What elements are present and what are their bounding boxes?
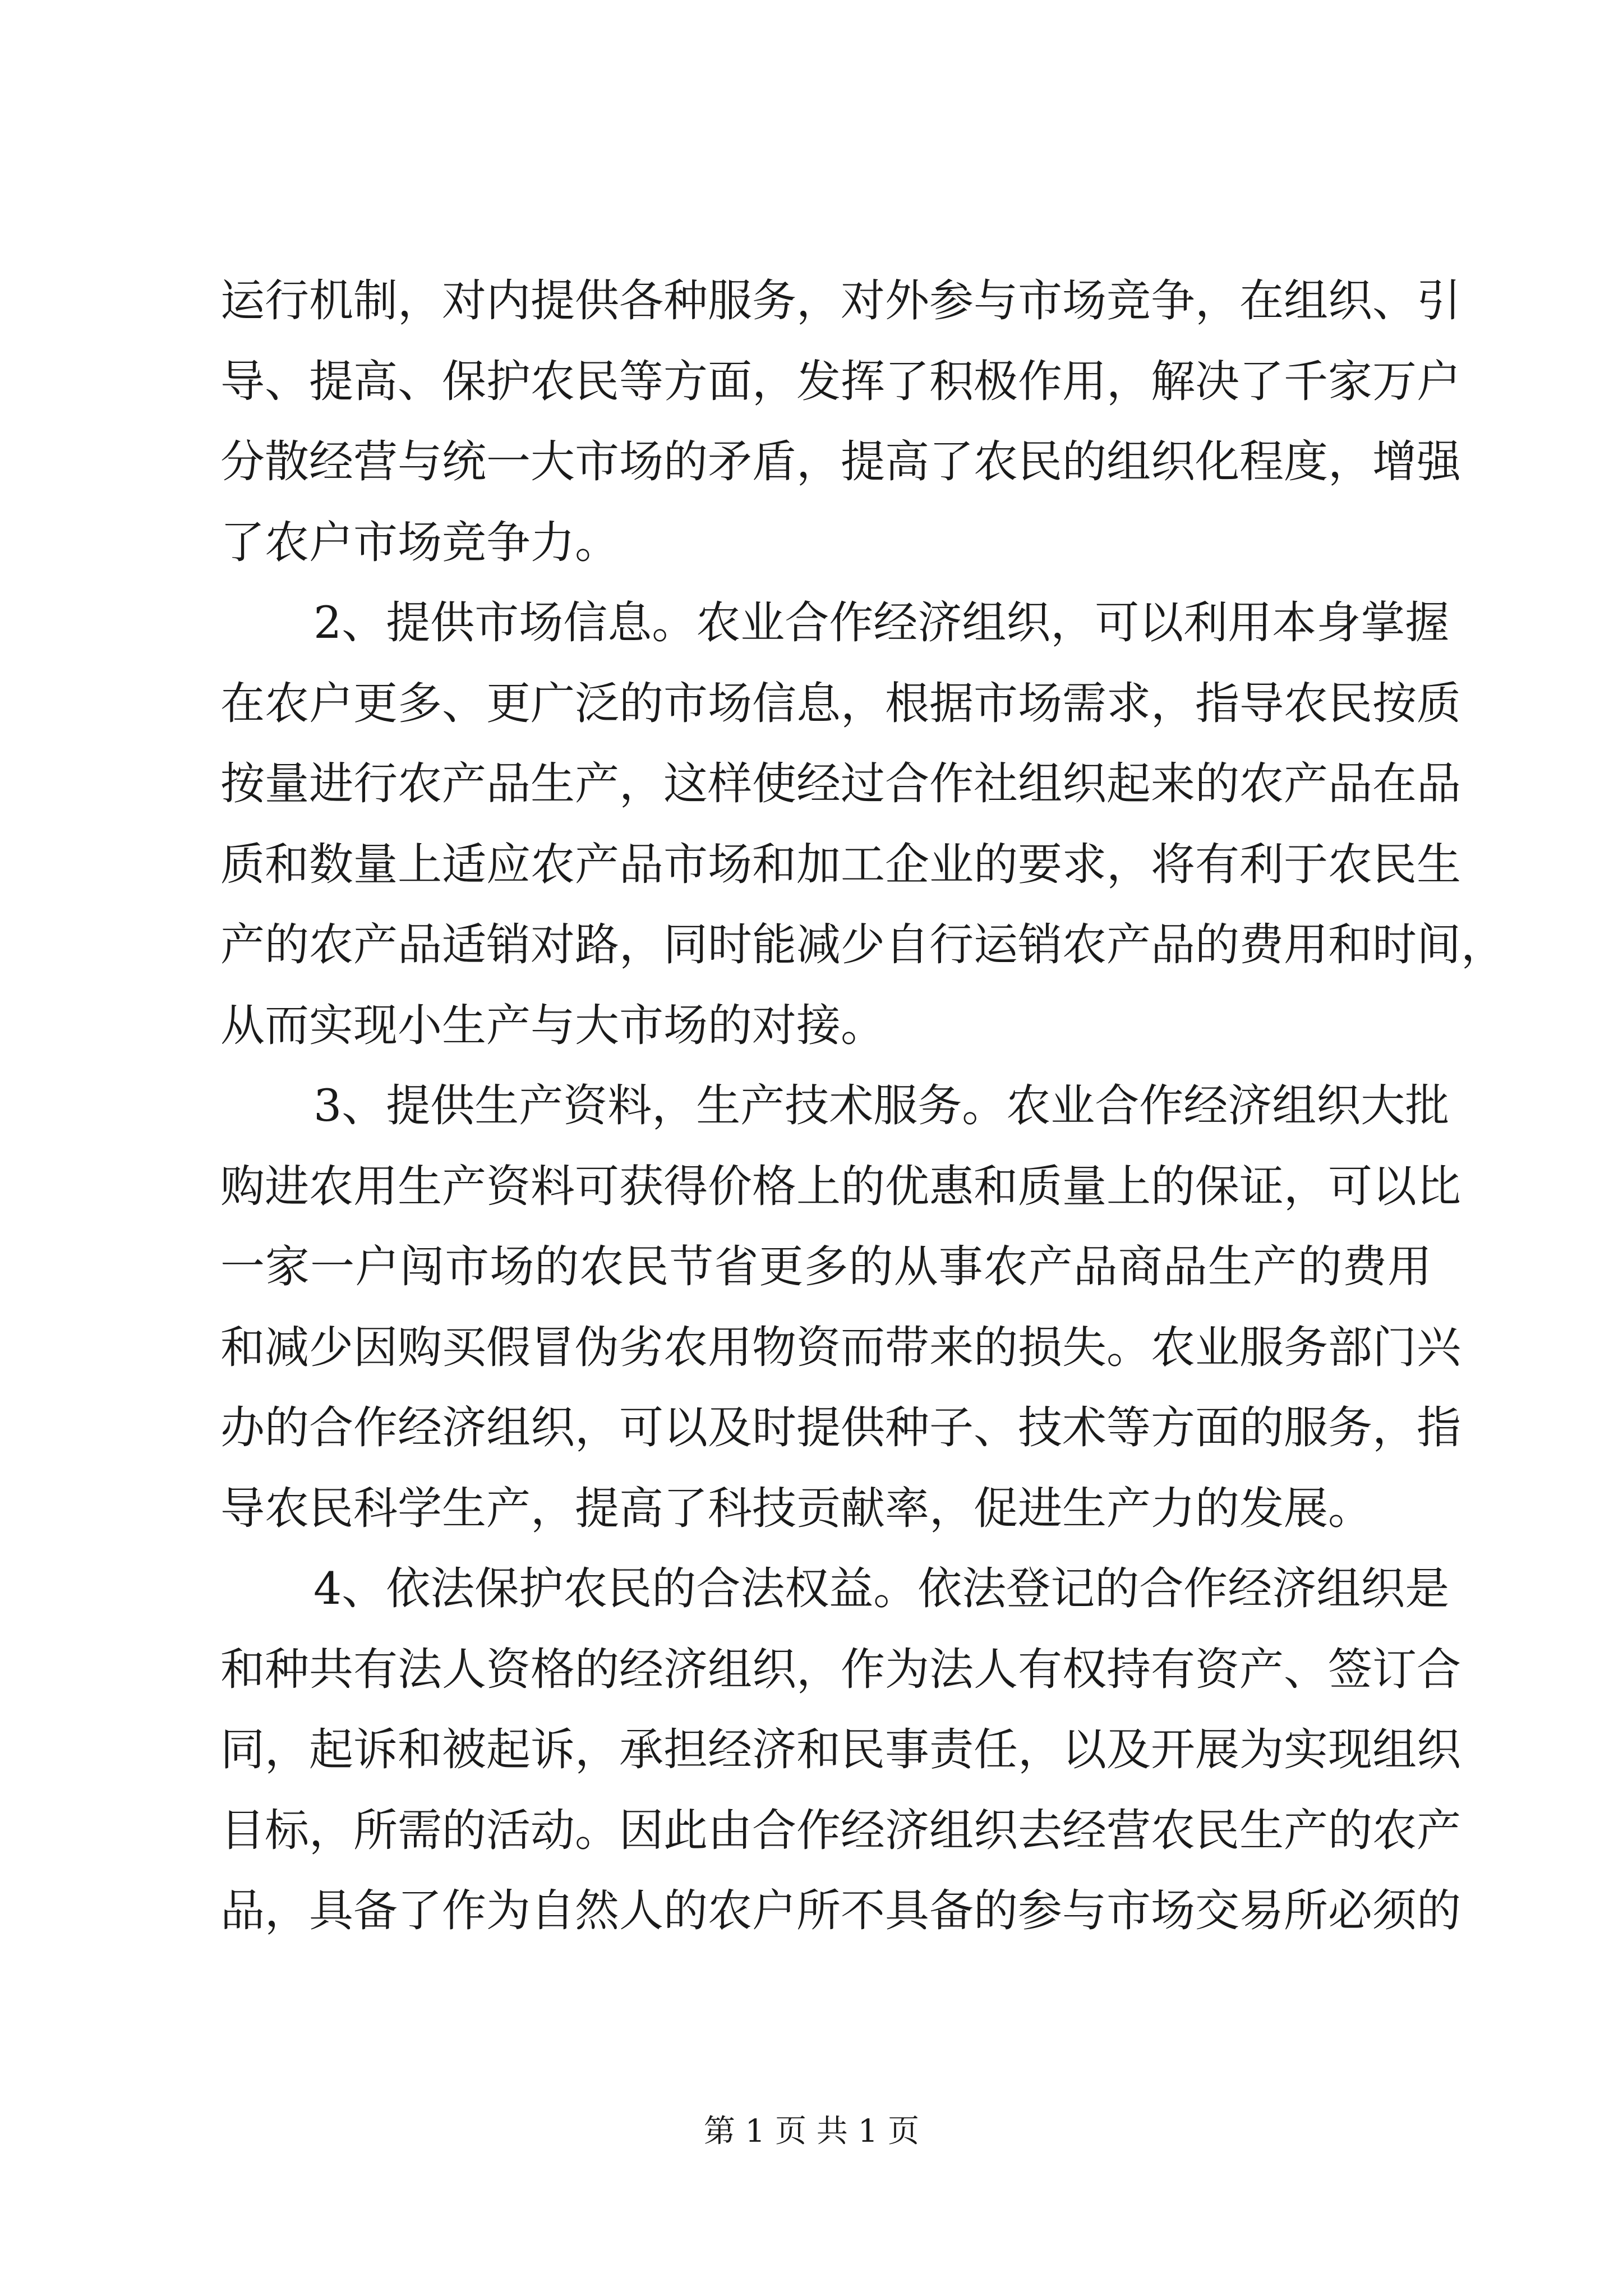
text-line: 3、提供生产资料，生产技术服务。农业合作经济组织大批 [313, 1080, 1450, 1131]
text-line: 办的合作经济组织，可以及时提供种子、技术等方面的服务，指 [220, 1402, 1461, 1453]
text-line: 同，起诉和被起诉，承担经济和民事责任，以及开展为实现组织 [220, 1724, 1461, 1775]
text-line: 分散经营与统一大市场的矛盾，提高了农民的组织化程度，增强 [220, 436, 1461, 487]
page-footer: 第 1 页 共 1 页 [703, 2113, 920, 2150]
body-text [220, 261, 1505, 1952]
text-line: 一家一户闯市场的农民节省更多的从事农产品商品生产的费用 [220, 1241, 1432, 1292]
text-line: 和种共有法人资格的经济组织，作为法人有权持有资产、签订合 [220, 1643, 1461, 1695]
text-line: 产的农产品适销对路，同时能减少自行运销农产品的费用和时间， [220, 919, 1505, 970]
text-line: 品，具备了作为自然人的农户所不具备的参与市场交易所必须的 [220, 1885, 1461, 1936]
text-line: 运行机制，对内提供各种服务，对外参与市场竞争，在组织、引 [220, 275, 1461, 326]
text-line: 2、提供市场信息。农业合作经济组织，可以利用本身掌握 [313, 597, 1450, 648]
text-line: 目标，所需的活动。因此由合作经济组织去经营农民生产的农产 [220, 1804, 1461, 1856]
text-line: 从而实现小生产与大市场的对接。 [220, 999, 885, 1051]
text-line: 了农户市场竞争力。 [220, 516, 619, 568]
text-line: 4、依法保护农民的合法权益。依法登记的合作经济组织是 [313, 1563, 1450, 1614]
text-line: 导农民科学生产，提高了科技贡献率，促进生产力的发展。 [220, 1482, 1372, 1534]
text-line: 和减少因购买假冒伪劣农用物资而带来的损失。农业服务部门兴 [220, 1321, 1461, 1373]
text-line: 导、提高、保护农民等方面，发挥了积极作用，解决了千家万户 [220, 355, 1461, 407]
text-line: 质和数量上适应农产品市场和加工企业的要求，将有利于农民生 [220, 838, 1461, 890]
text-line: 按量进行农产品生产，这样使经过合作社组织起来的农产品在品 [220, 758, 1461, 809]
text-line: 在农户更多、更广泛的市场信息，根据市场需求，指导农民按质 [220, 677, 1461, 729]
text-line: 购进农用生产资料可获得价格上的优惠和质量上的保证，可以比 [220, 1160, 1461, 1212]
